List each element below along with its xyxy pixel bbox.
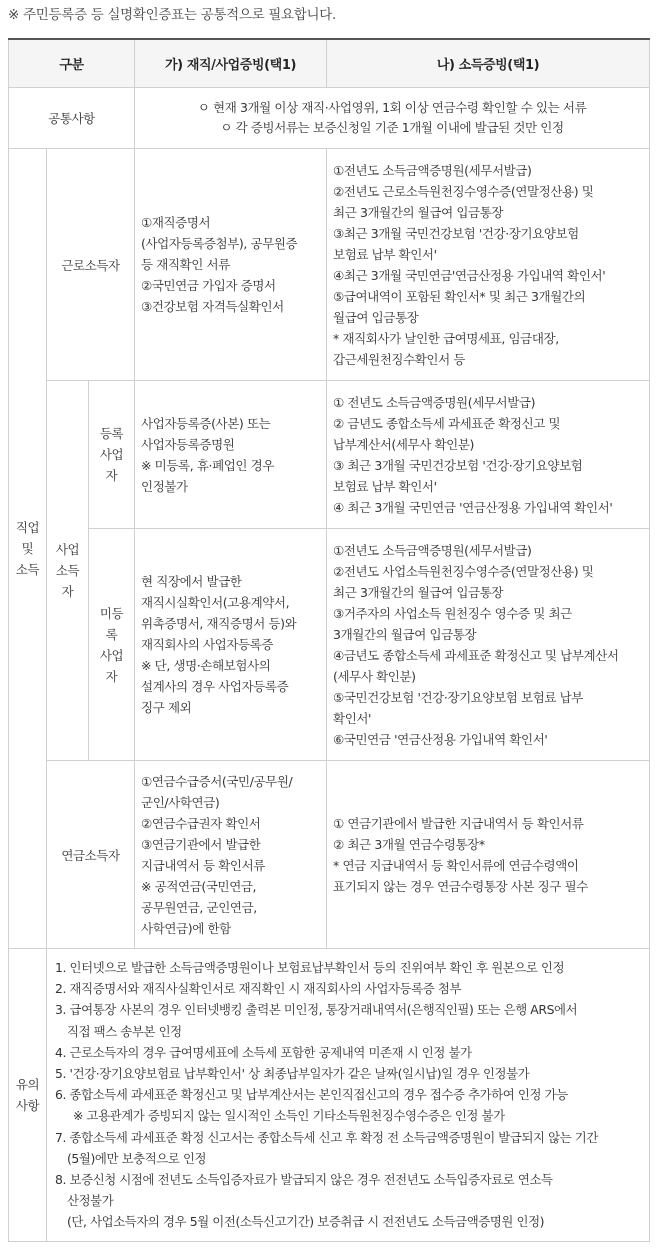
row-unregistered-business bbox=[9, 529, 650, 761]
doc-line: ④금년도 종합소득세 과세표준 확정신고 및 납부계산서 bbox=[333, 647, 619, 663]
common-line: ㅇ 현재 3개월 이상 재직·사업영위, 1회 이상 연금수령 확인할 수 있는 서류 bbox=[197, 100, 587, 115]
registered-label-line: 등록 bbox=[99, 426, 124, 441]
pension-employment-docs bbox=[135, 761, 327, 949]
doc-line: 사업자등록증명원 bbox=[141, 436, 235, 452]
note-item: 5. '건강·장기요양보험료 납부확인서' 상 최종납부일자가 같은 날짜(일시납)일 경우 인정불가 bbox=[55, 1066, 530, 1082]
doc-line: 위촉증명서, 재직증명서 등)와 bbox=[141, 616, 297, 631]
group-label-line: 직업 bbox=[15, 520, 40, 535]
doc-line: ③건강보험 자격득실확인서 bbox=[141, 299, 284, 314]
registered-employment-docs bbox=[135, 381, 327, 529]
doc-line: 지급내역서 등 확인서류 bbox=[141, 857, 265, 873]
doc-line: 인정불가 bbox=[141, 478, 188, 494]
earned-income-label: 근로소득자 bbox=[47, 149, 135, 381]
doc-line: 최근 3개월간의 월급여 입금통장 bbox=[333, 204, 504, 220]
common-line: ㅇ 각 증빙서류는 보증신청일 기준 1개월 이내에 발급된 것만 인정 bbox=[220, 120, 564, 135]
doc-line: 재직시실확인서(고용계약서, bbox=[141, 595, 290, 610]
registered-income-docs bbox=[327, 381, 650, 529]
note-item: (단, 사업소득자의 경우 5월 이전(소득신고기간) 보증취급 시 전전년도 소득금액증명원 인정) bbox=[67, 1214, 545, 1230]
note-item: ※ 고용관계가 증빙되지 않는 일시적인 소득인 기타소득원천징수영수증은 인정 불가 bbox=[73, 1108, 505, 1124]
note-item: (5월)에만 보충적으로 인정 bbox=[67, 1150, 207, 1166]
unregistered-employment-docs bbox=[135, 529, 327, 761]
pension-income-label: 연금소득자 bbox=[47, 761, 135, 949]
unregistered-label-line: 록 bbox=[105, 626, 118, 642]
doc-line: 최근 3개월간의 월급여 입금통장 bbox=[333, 584, 504, 600]
doc-line: ⑤급여내역이 포함된 확인서* 및 최근 3개월간의 bbox=[333, 288, 586, 304]
doc-line: ② 금년도 종합소득세 과세표준 확정신고 및 bbox=[333, 415, 561, 431]
registered-label-line: 사업 bbox=[99, 447, 124, 462]
notice-text: ※ 주민등록증 등 실명확인증표는 공통적으로 필요합니다. bbox=[8, 7, 337, 23]
notes-label-line: 사항 bbox=[15, 1097, 40, 1113]
doc-line: (사업자등록증첨부), 공무원증 bbox=[141, 236, 298, 251]
document-requirements-table bbox=[8, 38, 650, 1242]
doc-line: ①전년도 소득금액증명원(세무서발급) bbox=[333, 162, 532, 178]
unregistered-label-line: 미등 bbox=[99, 605, 124, 621]
doc-line: ①재직증명서 bbox=[141, 215, 211, 230]
doc-line: 보험료 납부 확인서' bbox=[333, 478, 437, 494]
doc-line: * 연금 지급내역서 등 확인서류에 연금수령액이 bbox=[333, 857, 579, 873]
doc-line: 현 직장에서 발급한 bbox=[141, 574, 242, 589]
unregistered-label-line: 사업 bbox=[99, 647, 124, 663]
doc-line: ③거주자의 사업소득 원천징수 영수증 및 최근 bbox=[333, 605, 572, 621]
doc-line: ③연금기관에서 발급한 bbox=[141, 836, 261, 852]
doc-line: ※ 미등록, 휴·폐업인 경우 bbox=[141, 457, 275, 473]
earned-income-docs bbox=[327, 149, 650, 381]
doc-line: 공무원연금, 군인연금, bbox=[141, 899, 257, 915]
doc-line: ①전년도 소득금액증명원(세무서발급) bbox=[333, 542, 532, 558]
doc-line: 확인서' bbox=[333, 710, 372, 726]
notes-label-line: 유의 bbox=[15, 1076, 40, 1092]
doc-line: ① 연금기관에서 발급한 지급내역서 등 확인서류 bbox=[333, 815, 584, 831]
header-employment-proof: 가) 재직/사업증빙(택1) bbox=[135, 39, 327, 88]
table-header-row bbox=[9, 39, 650, 88]
doc-line: 징구 제외 bbox=[141, 700, 192, 715]
doc-line: (세무사 확인분) bbox=[333, 668, 416, 684]
doc-line: ※ 단, 생명·손해보험사의 bbox=[141, 658, 271, 673]
note-item: 3. 급여통장 사본의 경우 인터넷뱅킹 출력본 미인정, 통장거래내역서(은행직인필) 또는 은행 ARS에서 bbox=[55, 1002, 578, 1018]
notes-label bbox=[9, 949, 47, 1242]
unregistered-income-docs bbox=[327, 529, 650, 761]
note-item: 2. 재직증명서와 재직사실확인서로 재직확인 시 재직회사의 사업자등록증 첨부 bbox=[55, 981, 462, 997]
pension-income-docs bbox=[327, 761, 650, 949]
doc-line: * 재직회사가 날인한 급여명세표, 임금대장, bbox=[333, 330, 559, 346]
doc-line: 설계사의 경우 사업자등록증 bbox=[141, 679, 289, 694]
doc-line: ②국민연금 가입자 증명서 bbox=[141, 278, 276, 293]
doc-line: ②전년도 근로소득원천징수영수증(연말정산용) 및 bbox=[333, 183, 594, 199]
common-content bbox=[135, 88, 650, 149]
doc-line: ② 최근 3개월 연금수령통장* bbox=[333, 836, 485, 852]
registered-label-line: 자 bbox=[105, 468, 118, 483]
row-notes bbox=[9, 949, 650, 1242]
doc-line: 재직회사의 사업자등록증 bbox=[141, 637, 274, 652]
note-item: 산정불가 bbox=[67, 1193, 114, 1209]
group-label-occupation-income bbox=[9, 149, 47, 949]
row-earned-income bbox=[9, 149, 650, 381]
doc-line: ③최근 3개월 국민건강보험 '건강·장기요양보험 bbox=[333, 225, 579, 241]
doc-line: ④최근 3개월 국민연금'연금산정용 가입내역 확인서' bbox=[333, 267, 606, 283]
doc-line: ③ 최근 3개월 국민건강보험 '건강·장기요양보험 bbox=[333, 457, 583, 473]
row-pension-income bbox=[9, 761, 650, 949]
doc-line: ④ 최근 3개월 국민연금 '연금산정용 가입내역 확인서' bbox=[333, 499, 613, 515]
doc-line: 갑근세원천징수확인서 등 bbox=[333, 351, 466, 367]
note-item: 6. 종합소득세 과세표준 확정신고 및 납부계산서는 본인직접신고의 경우 접수증 추가하여 인정 가능 bbox=[55, 1087, 568, 1103]
doc-line: ②전년도 사업소득원천징수영수증(연말정산용) 및 bbox=[333, 563, 594, 579]
doc-line: 납부계산서(세무사 확인분) bbox=[333, 436, 474, 452]
note-item: 7. 종합소득세 과세표준 확정 신고서는 종합소득세 신고 후 확정 전 소득금액증명원이 발급되지 않는 기간 bbox=[55, 1129, 598, 1145]
doc-line: ※ 공적연금(국민연금, bbox=[141, 878, 257, 894]
note-item: 4. 근로소득자의 경우 급여명세표에 소득세 포함한 공제내역 미존재 시 인정 불가 bbox=[55, 1044, 472, 1060]
doc-line: ⑤국민건강보험 '건강·장기요양보험 보험료 납부 bbox=[333, 689, 583, 705]
common-label: 공통사항 bbox=[9, 88, 135, 149]
unregistered-label-line: 자 bbox=[105, 668, 118, 684]
note-item: 8. 보증신청 시점에 전년도 소득입증자료가 발급되지 않은 경우 전전년도 소득입증자료로 연소득 bbox=[55, 1172, 553, 1188]
group-label-line: 소득 bbox=[15, 562, 40, 577]
doc-line: 3개월간의 월급여 입금통장 bbox=[333, 626, 477, 642]
doc-line: ① 전년도 소득금액증명원(세무서발급) bbox=[333, 394, 536, 410]
doc-line: ①연금수급증서(국민/공무원/ bbox=[141, 773, 293, 789]
notes-list bbox=[47, 949, 650, 1242]
header-category: 구분 bbox=[9, 39, 135, 88]
doc-line: 사학연금)에 한함 bbox=[141, 920, 231, 936]
doc-line: ⑥국민연금 '연금산정용 가입내역 확인서' bbox=[333, 731, 548, 747]
business-label-line: 소득 bbox=[55, 563, 80, 578]
doc-line: 월급여 입금통장 bbox=[333, 309, 419, 325]
doc-line: 사업자등록증(사본) 또는 bbox=[141, 415, 271, 431]
unregistered-business-label bbox=[89, 529, 135, 761]
doc-line: 군인/사학연금) bbox=[141, 794, 220, 810]
doc-line: ②연금수급권자 확인서 bbox=[141, 815, 261, 831]
row-common bbox=[9, 88, 650, 149]
note-item: 직접 팩스 송부본 인정 bbox=[67, 1023, 182, 1039]
group-label-line: 및 bbox=[21, 541, 34, 556]
registered-business-label bbox=[89, 381, 135, 529]
header-income-proof: 나) 소득증빙(택1) bbox=[327, 39, 650, 88]
note-item: 1. 인터넷으로 발급한 소득금액증명원이나 보험료납부확인서 등의 진위여부 확인 후 원본으로 인정 bbox=[55, 960, 565, 975]
doc-line: 등 재직확인 서류 bbox=[141, 257, 230, 272]
doc-line: 보험료 납부 확인서' bbox=[333, 246, 437, 262]
business-label-line: 사업 bbox=[55, 542, 80, 557]
earned-employment-docs bbox=[135, 149, 327, 381]
doc-line: 표기되지 않는 경우 연금수령통장 사본 징구 필수 bbox=[333, 878, 588, 894]
business-label-line: 자 bbox=[61, 584, 74, 599]
business-income-label bbox=[47, 381, 89, 761]
row-registered-business bbox=[9, 381, 650, 529]
